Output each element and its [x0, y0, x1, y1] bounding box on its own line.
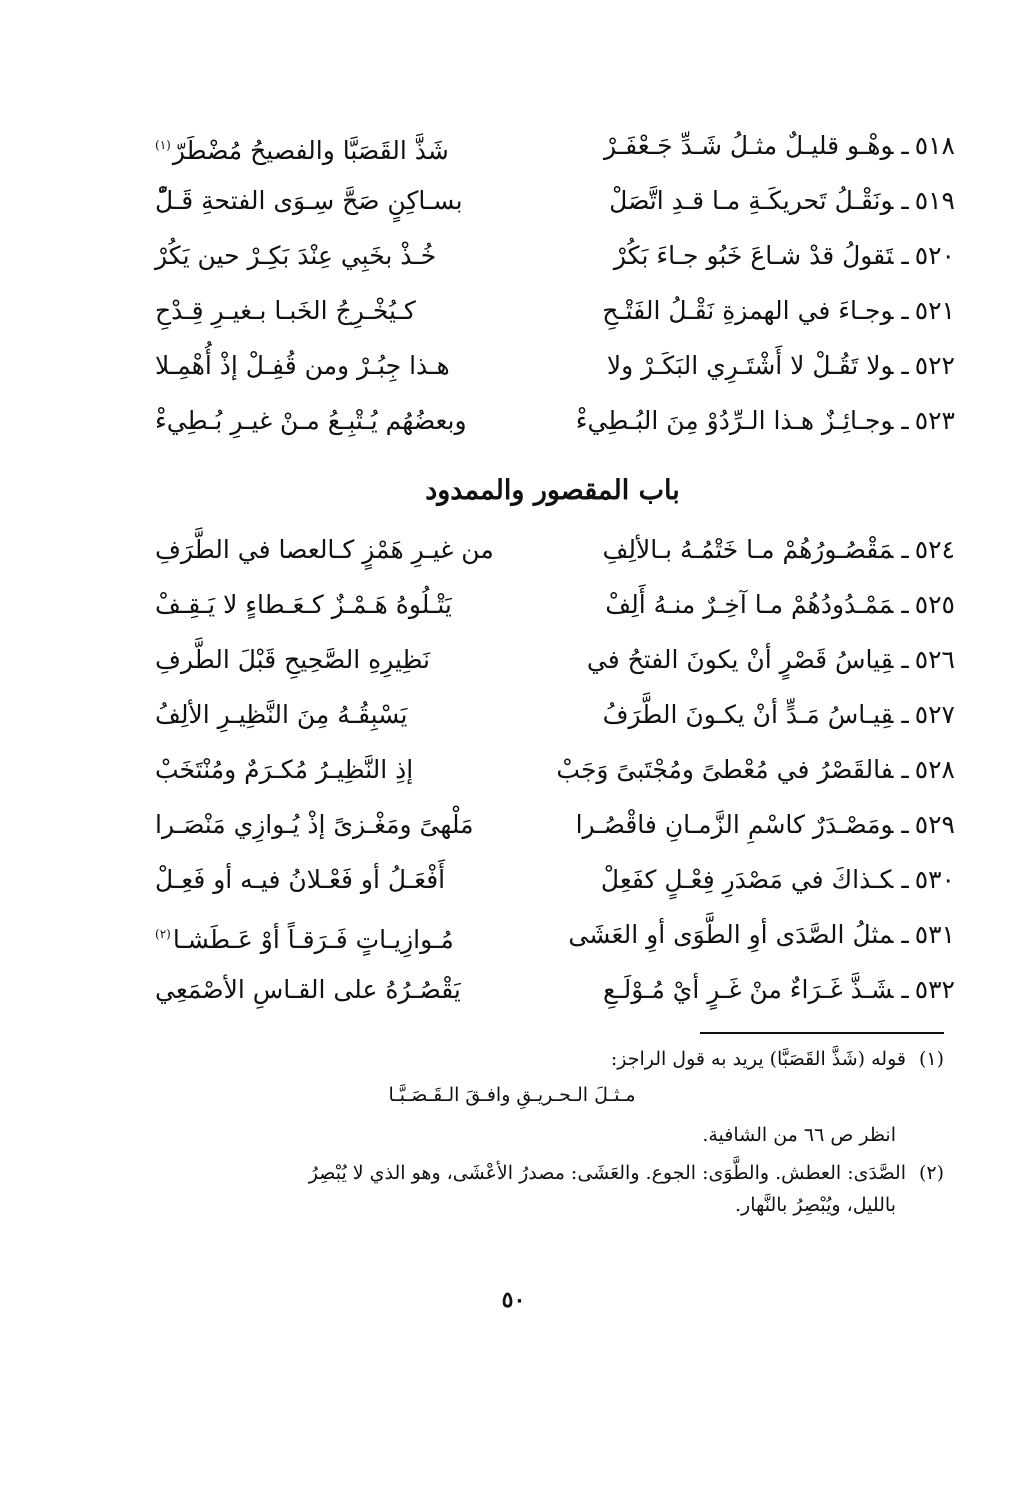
verse-521 — [150, 283, 955, 338]
verse-dash: ـ — [901, 406, 909, 435]
verse-number: ٥٢٨ — [914, 755, 955, 784]
verse-dash: ـ — [901, 700, 909, 729]
verse-first-hemistich — [576, 393, 955, 448]
second-hemistich-text: إذِ النَّظِيـرُ مُكـرَمٌ ومُنْتَخَبْ — [155, 755, 414, 784]
verse-number: ٥١٨ — [914, 131, 955, 160]
verse-first-hemistich — [607, 338, 955, 393]
verse-second-hemistich — [155, 118, 449, 178]
verse-first-hemistich — [602, 283, 955, 338]
verse-second-hemistich — [155, 632, 430, 687]
footnote-1 — [140, 1043, 944, 1075]
first-hemistich-text: وهْـو قليـلٌ مثـلُ شَـدِّ جَـعْفَـرْ — [604, 131, 894, 160]
verse-second-hemistich — [155, 228, 436, 283]
footnote-text: قوله (شَذَّ القَصَبَّا) يريد به قول الراجز: — [610, 1048, 906, 1070]
verse-second-hemistich — [155, 338, 450, 393]
verse-first-hemistich — [602, 522, 955, 577]
second-hemistich-text: يَقْصُـرُهُ على القـاسِ الأصْمَعِي — [155, 975, 461, 1004]
verse-number: ٥٢٧ — [914, 700, 955, 729]
verse-528 — [150, 742, 955, 797]
second-hemistich-text: من غيـرِ هَمْزٍ كـالعصا في الطَّرَفِ — [155, 535, 494, 564]
first-hemistich-text: وجـاءَ في الهمزةِ نَقْـلُ الفَتْـحِ — [602, 296, 894, 325]
verse-number: ٥٢١ — [914, 296, 955, 325]
verse-first-hemistich — [603, 687, 955, 742]
verse-first-hemistich — [614, 228, 955, 283]
verse-second-hemistich — [155, 687, 407, 742]
verse-number: ٥٣٢ — [914, 975, 955, 1004]
first-hemistich-text: مَقْصُـورُهُمْ مـا خَتْمُـهُ بـالألِفِ — [602, 535, 894, 564]
verse-second-hemistich — [155, 283, 416, 338]
verse-dash: ـ — [901, 810, 909, 839]
verse-first-hemistich — [609, 173, 955, 228]
second-hemistich-text: بسـاكِنٍ صَحَّ سِـوَى الفتحةِ قَـلّْ — [155, 186, 463, 215]
verse-second-hemistich — [155, 393, 467, 448]
first-hemistich-text: تَقولُ قدْ شـاعَ خَبُو جـاءَ بَكُرْ — [613, 241, 894, 270]
verse-520 — [150, 228, 955, 283]
verse-first-hemistich — [604, 118, 955, 173]
verse-529 — [150, 797, 955, 852]
verse-518 — [150, 118, 955, 173]
verse-first-hemistich — [556, 742, 955, 797]
verse-dash: ـ — [901, 351, 909, 380]
second-hemistich-text: يَسْبِقُـهُ مِنَ النَّظِيـرِ الألِفُ — [155, 700, 408, 729]
verse-527 — [150, 687, 955, 742]
verse-dash: ـ — [901, 865, 909, 894]
footnote-marker[interactable]: (٢) — [155, 927, 171, 941]
verse-second-hemistich — [155, 852, 445, 907]
verse-number: ٥٢٠ — [914, 241, 955, 270]
verse-525 — [150, 577, 955, 632]
second-hemistich-text: خُـذْ بخَبِي عِنْدَ بَكِـرْ حين يَكُرْ — [155, 241, 437, 270]
verse-number: ٥٢٩ — [914, 810, 955, 839]
second-hemistich-text: شَذَّ القَصَبَّا والفصيحُ مُضْطَرّ — [172, 136, 449, 165]
verse-dash: ـ — [901, 131, 909, 160]
verse-532 — [150, 962, 955, 1017]
verse-dash: ـ — [901, 590, 909, 619]
footnote-marker[interactable]: (١) — [155, 138, 171, 152]
second-hemistich-text: يَتْـلُوهُ هَـمْـزٌ كـعَـطاءٍ لا يَـقِـفْ — [155, 590, 452, 619]
first-hemistich-text: وجـائِـزٌ هـذا الـرِّدُوْ مِنَ البُـطِيءْ — [575, 406, 894, 435]
verse-number: ٥٢٤ — [914, 535, 955, 564]
verse-531 — [150, 907, 955, 962]
verse-first-hemistich — [587, 632, 955, 687]
verse-523 — [150, 393, 955, 448]
verse-dash: ـ — [901, 645, 909, 674]
verse-second-hemistich — [155, 522, 494, 577]
verse-dash: ـ — [901, 755, 909, 784]
footnote-1-reference: انظر ص ٦٦ من الشافية. — [702, 1124, 896, 1146]
verse-second-hemistich — [155, 742, 413, 797]
verse-first-hemistich — [601, 852, 955, 907]
verse-first-hemistich — [576, 797, 955, 852]
verse-dash: ـ — [901, 186, 909, 215]
verse-second-hemistich — [155, 173, 463, 228]
verse-second-hemistich — [155, 797, 474, 852]
verse-second-hemistich — [155, 962, 461, 1017]
verse-number: ٥٢٥ — [914, 590, 955, 619]
footnote-2 — [140, 1157, 944, 1189]
verse-number: ٥٢٦ — [914, 645, 955, 674]
verse-number: ٥١٩ — [914, 186, 955, 215]
second-hemistich-text: مُـوازِيـاتٍ فَـرَقـاً أوْ عَـطَشـا — [172, 925, 454, 954]
first-hemistich-text: فالقَصْرُ في مُعْطىً ومُجْتَبىً وَجَبْ — [556, 755, 894, 784]
footnote-number: (١) — [918, 1048, 944, 1070]
verse-522 — [150, 338, 955, 393]
verse-524 — [150, 522, 955, 577]
verse-dash: ـ — [901, 975, 909, 1004]
verse-number: ٥٣١ — [914, 920, 955, 949]
verse-number: ٥٢٣ — [914, 406, 955, 435]
footnote-divider — [700, 1032, 944, 1034]
verse-number: ٥٣٠ — [914, 865, 955, 894]
first-hemistich-text: قِيـاسُ مَـدٍّ أنْ يكـونَ الطَّرَفُ — [602, 700, 894, 729]
first-hemistich-text: مَمْـدُودُهُمْ مـا آخِـرٌ منـهُ أَلِفْ — [605, 590, 894, 619]
footnotes — [140, 1043, 944, 1221]
verse-dash: ـ — [901, 296, 909, 325]
verse-first-hemistich — [603, 962, 955, 1017]
verse-first-hemistich — [605, 577, 955, 632]
verse-530 — [150, 852, 955, 907]
verse-first-hemistich — [568, 907, 955, 962]
footnote-number: (٢) — [918, 1162, 944, 1184]
verse-second-hemistich — [155, 907, 454, 967]
first-hemistich-text: ولا تَقُـلْ لا أَشْتَـرِي البَكَـرْ ولا — [606, 351, 894, 380]
verse-519 — [150, 173, 955, 228]
second-hemistich-text: مَلْهىً ومَغْـزىً إذْ يُـوازِي مَنْصَـرا — [155, 810, 474, 839]
first-hemistich-text: ونَقْـلُ تَحريكَـةِ مـا قـدِ اتَّصَلْ — [609, 186, 894, 215]
second-hemistich-text: وبعضُهُم يُـتْبِـعُ مـنْ غيـرِ بُـطِيءْ — [155, 406, 467, 435]
verse-526 — [150, 632, 955, 687]
first-hemistich-text: ومَصْـدَرٌ كاسْمِ الزَّمـانِ فاقْصُـرا — [575, 810, 894, 839]
first-hemistich-text: قِياسُ قَصْرٍ أنْ يكونَ الفتحُ في — [586, 645, 894, 674]
verses-top — [150, 118, 955, 448]
footnote-1-quoted-verse: مـثـلَ الـحـريـقِ وافـقَ الـقَـصَـبَّـا — [388, 1084, 636, 1106]
first-hemistich-text: مثلُ الصَّدَى أوِ الطَّوَى أوِ العَشَى — [568, 920, 894, 949]
verse-dash: ـ — [901, 920, 909, 949]
first-hemistich-text: كـذاكَ في مَصْدَرِ فِعْـلٍ كفَعِلْ — [600, 865, 894, 894]
second-hemistich-text: كـيُخْـرِجُ الخَبـا بـغيـرِ قِـدْحِ — [155, 296, 416, 325]
verse-number: ٥٢٢ — [914, 351, 955, 380]
footnote-2-continuation: بالليل، ويُبْصِرُ بالنَّهار. — [734, 1194, 896, 1216]
footnote-text: الصَّدَى: العطش. والطَّوَى: الجوع. والعَشَى: مصدرُ الأعْشَى، وهو الذي لا يُبْصِرُ — [308, 1162, 906, 1184]
second-hemistich-text: هـذا جِبُـرْ ومن قُفِـلْ إذْ أُهْمِـلا — [155, 351, 450, 380]
second-hemistich-text: أَفْعَـلُ أو فَعْـلانُ فيـه أو فَعِـلْ — [155, 865, 446, 894]
verse-dash: ـ — [901, 535, 909, 564]
second-hemistich-text: نَظِيرِهِ الصَّحِيحِ قَبْلَ الطَّرفِ — [155, 645, 431, 674]
first-hemistich-text: شَـذَّ غَـرَاءٌ منْ غَـرٍ أيْ مُـوْلَـعِ — [602, 975, 894, 1004]
page-number: ٥٠ — [501, 1287, 526, 1313]
verse-dash: ـ — [901, 241, 909, 270]
section-title: باب المقصور والممدود — [425, 475, 680, 506]
verse-second-hemistich — [155, 577, 452, 632]
verses-bottom — [150, 522, 955, 1017]
